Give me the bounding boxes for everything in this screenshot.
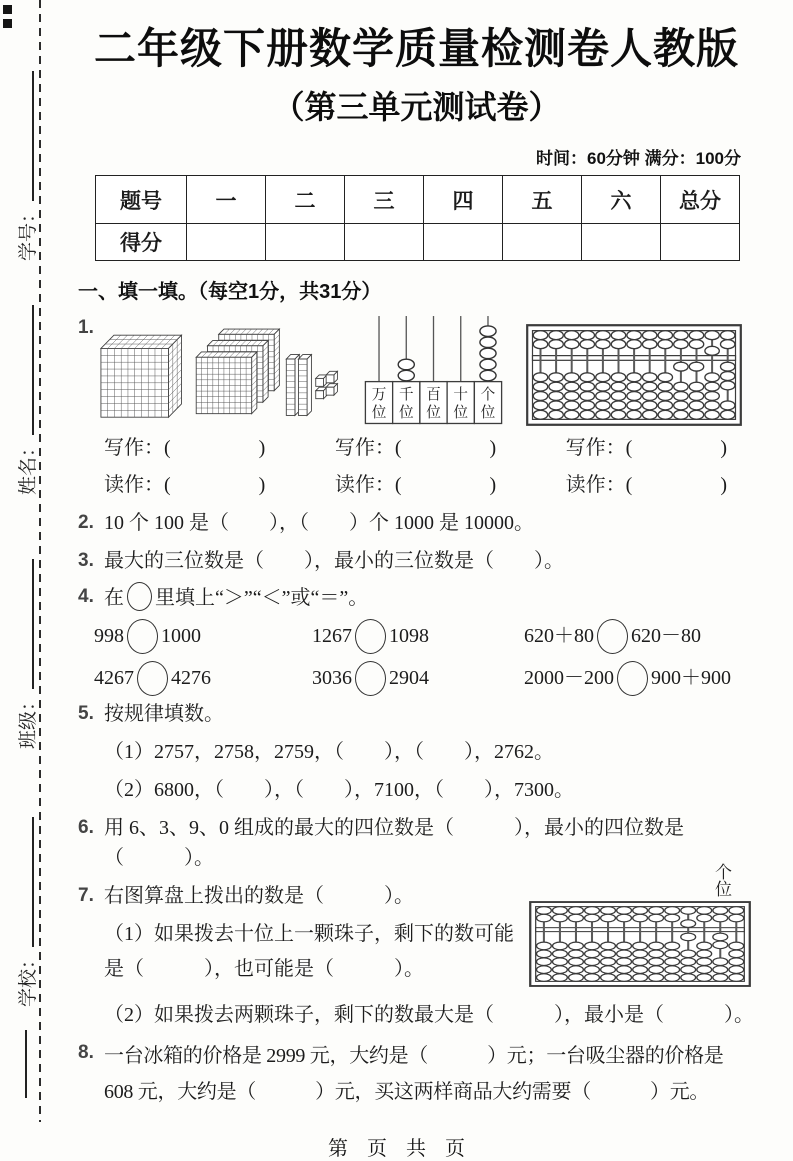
question-1-number: 1.: [78, 317, 94, 338]
ones-place-label: 个位: [712, 863, 731, 897]
question-7-number: 7.: [78, 885, 94, 906]
read-as-group: [335, 470, 496, 500]
comparison-left-value: 4267: [94, 667, 134, 689]
comparison-left-value: 620＋80: [524, 625, 594, 647]
wr-label: 读作：(: [104, 474, 171, 496]
abacus-figure-q7: [529, 901, 751, 987]
comparison-right-value: 900＋900: [651, 667, 731, 689]
svg-text:位: 位: [398, 404, 414, 421]
question-4-text-suffix: 里填上“＞”“＜”或“＝”。: [155, 587, 369, 609]
student-field-blank: [19, 559, 34, 689]
question-8-number: 8.: [78, 1042, 94, 1063]
comparison-right-value: 4276: [171, 667, 211, 689]
wr-close-paren: ): [489, 474, 497, 496]
question-5-sub-1: （1）2757，2758，2759，（ ），（ ），2762。: [104, 741, 554, 763]
student-field-1: [9, 71, 43, 261]
score-table-header-cell: 二: [266, 176, 345, 224]
page-subtitle: （第三单元测试卷）: [272, 89, 561, 125]
sidebar-trailing-line: [25, 1030, 27, 1098]
svg-text:位: 位: [426, 404, 441, 421]
question-5-sub-2: （2）6800，（ ），（ ），7100，（ ），7300。: [104, 779, 574, 801]
comparison-grid: [94, 615, 755, 699]
score-input-row: [96, 224, 740, 261]
score-table-header-cell: 六: [582, 176, 661, 224]
wr-label: 读作：(: [565, 474, 633, 496]
paper-content: [78, 0, 755, 1161]
read-as-row: [104, 470, 727, 500]
student-field-blank: [19, 817, 34, 947]
score-table: [95, 175, 740, 261]
question-7: [78, 863, 755, 1030]
page-footer: 第 页 共 页: [328, 1138, 465, 1160]
place-value-counter-figure: [362, 313, 504, 426]
student-field-label: 班级：: [17, 691, 39, 749]
compare-circle-icon: [355, 661, 386, 696]
svg-text:位: 位: [371, 404, 387, 421]
score-table-header-cell: 五: [503, 176, 582, 224]
score-empty-cell: [503, 224, 582, 261]
question-4-number: 4.: [78, 586, 94, 607]
wr-close-paren: ): [258, 437, 266, 459]
question-2-text: 10 个 100 是（ ），（ ）个 1000 是 10000。: [104, 512, 534, 534]
student-field-label: 学校：: [17, 949, 39, 1007]
question-2-number: 2.: [78, 512, 94, 533]
comparison-right-value: 1000: [161, 625, 201, 647]
comparison-left-value: 1267: [312, 625, 352, 647]
wr-label: 写作：(: [565, 437, 633, 459]
wr-close-paren: ): [720, 474, 727, 496]
score-empty-cell: [187, 224, 266, 261]
comparison-item: [524, 615, 755, 657]
question-8: [78, 1038, 755, 1110]
compare-circle-icon: [617, 661, 648, 696]
question-7-sub-2: （2）如果拨去两颗珠子，剩下的数最大是（ ），最小是（ ）。: [104, 1004, 754, 1026]
question-5-text: 按规律填数。: [104, 703, 224, 725]
comparison-left-value: 2000－200: [524, 667, 614, 689]
comparison-item: [524, 657, 755, 699]
student-field-label: 学号：: [17, 203, 39, 261]
section-one-heading: 一、填一填。（每空1分，共31分）: [78, 281, 382, 303]
question-5: [78, 699, 755, 805]
write-as-group: [104, 433, 265, 463]
student-field-3: [9, 559, 43, 749]
wr-label: 写作：(: [104, 437, 171, 459]
read-as-group: [104, 470, 265, 500]
score-empty-cell: [345, 224, 424, 261]
question-7-text: 右图算盘上拨出的数是（ ）。: [104, 885, 414, 907]
student-field-4: [9, 817, 43, 1007]
score-empty-cell: [661, 224, 740, 261]
abacus-figure-q7-wrap: [529, 863, 755, 996]
compare-circle-icon: [137, 661, 168, 696]
score-table-header-cell: 总分: [661, 176, 740, 224]
svg-text:位: 位: [480, 404, 496, 421]
comparison-item: [312, 615, 524, 657]
wr-close-paren: ): [489, 437, 497, 459]
score-table-header-cell: 一: [187, 176, 266, 224]
question-1-figures: [94, 313, 755, 426]
question-6-number: 6.: [78, 817, 94, 838]
svg-text:个: 个: [480, 386, 496, 403]
score-table-header-cell: 三: [345, 176, 424, 224]
compare-circle-icon: [127, 619, 158, 654]
question-3: [78, 546, 755, 576]
wr-close-paren: ): [258, 474, 266, 496]
page-title: 二年级下册数学质量检测卷人教版: [93, 25, 739, 72]
comparison-right-value: 2904: [389, 667, 429, 689]
score-header-row: [96, 176, 740, 224]
question-1: [78, 313, 755, 500]
exam-meta: 时间：60分钟 满分：100分: [536, 149, 741, 168]
scan-artifact-mark: [3, 5, 12, 14]
score-empty-cell: [582, 224, 661, 261]
compare-circle-icon: [355, 619, 386, 654]
comparison-left-value: 998: [94, 625, 124, 647]
question-4-text-prefix: 在: [104, 587, 124, 609]
comparison-item: [94, 615, 312, 657]
svg-text:位: 位: [453, 404, 469, 421]
base-ten-blocks-figure: [94, 322, 340, 426]
question-3-text: 最大的三位数是（ ），最小的三位数是（ ）。: [104, 550, 564, 572]
scan-artifact-mark: [3, 19, 12, 28]
student-field-2: [9, 305, 43, 495]
svg-text:万: 万: [371, 386, 387, 403]
read-as-group: [566, 470, 727, 500]
question-6-text: 用 6、3、9、0 组成的最大的四位数是（ ），最小的四位数是（ ）。: [104, 817, 684, 869]
student-field-blank: [19, 305, 34, 435]
write-as-group: [566, 433, 727, 463]
comparison-item: [94, 657, 312, 699]
score-table-header-cell: 题号: [96, 176, 187, 224]
comparison-right-value: 620－80: [631, 625, 701, 647]
question-8-text: 一台冰箱的价格是 2999 元，大约是（ ）元；一台吸尘器的价格是 608 元，大约是（ ）元，买这两样商品大约需要（ ）元。: [104, 1045, 724, 1103]
question-5-number: 5.: [78, 703, 94, 724]
student-field-label: 姓名：: [17, 437, 39, 495]
svg-text:十: 十: [453, 386, 469, 403]
comparison-left-value: 3036: [312, 667, 352, 689]
svg-text:百: 百: [426, 386, 441, 403]
score-empty-cell: [424, 224, 503, 261]
score-table-header-cell: 四: [424, 176, 503, 224]
write-as-group: [335, 433, 496, 463]
compare-circle-icon: [597, 619, 628, 654]
abacus-figure-q1: [526, 324, 742, 426]
score-empty-cell: [266, 224, 345, 261]
score-label-cell: 得分: [96, 224, 187, 261]
write-as-row: [104, 433, 727, 463]
wr-label: 写作：(: [334, 437, 402, 459]
question-7-sub-1: （1）如果拨去十位上一颗珠子，剩下的数可能是（ ），也可能是（ ）。: [104, 923, 514, 980]
student-field-blank: [19, 71, 34, 201]
compare-circle-icon: [127, 582, 152, 611]
comparison-item: [312, 657, 524, 699]
comparison-right-value: 1098: [389, 625, 429, 647]
question-4: [78, 582, 755, 699]
question-2: [78, 508, 755, 538]
question-3-number: 3.: [78, 550, 94, 571]
wr-close-paren: ): [720, 437, 727, 459]
wr-label: 读作：(: [334, 474, 402, 496]
svg-text:千: 千: [398, 386, 414, 403]
